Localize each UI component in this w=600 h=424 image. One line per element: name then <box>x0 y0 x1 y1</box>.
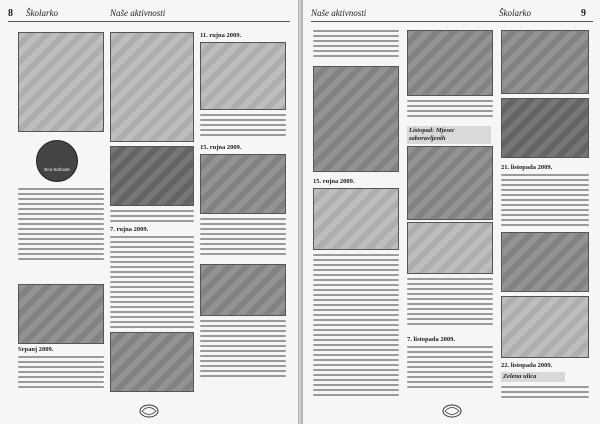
article-text-10 <box>407 100 493 120</box>
photo-display <box>407 222 493 274</box>
photo-exhibition <box>200 264 286 316</box>
article-text-7 <box>200 320 286 380</box>
header-section-left: Naše aktivnosti <box>110 8 166 18</box>
photo-students-desks <box>501 232 589 292</box>
photo-teacher-class <box>501 296 589 358</box>
photo-stone-arch <box>110 146 194 206</box>
article-text-1 <box>18 188 104 263</box>
article-text-11 <box>407 278 493 328</box>
page-number-left: 8 <box>8 8 13 19</box>
photo-students-outside <box>18 284 104 344</box>
date-label-1: 11. rujna 2009. <box>200 32 242 39</box>
photo-crafts <box>407 30 493 96</box>
headline-2: Zelena ulica <box>501 372 565 382</box>
header-title-right: Školarko <box>499 8 531 18</box>
article-text-3 <box>110 210 194 225</box>
article-text-14 <box>501 386 589 401</box>
header-rule-right <box>311 21 593 22</box>
article-text-12 <box>407 346 493 391</box>
header-title-left: Školarko <box>26 8 58 18</box>
headline-1: Listopad: Mjesec zaboravljenih <box>407 126 491 144</box>
photo-group-event <box>110 332 194 392</box>
photo-food-table <box>501 30 589 94</box>
date-label-5: 15. rujna 2009. <box>313 178 355 185</box>
article-text-8 <box>313 30 399 60</box>
header-rule <box>8 21 290 22</box>
photo-visitor <box>313 188 399 250</box>
page-number-right: 9 <box>581 8 586 19</box>
article-text-13 <box>501 174 589 229</box>
ornament-icon-right <box>441 404 463 418</box>
article-text-9 <box>313 254 399 399</box>
photo-outdoor-activity <box>501 98 589 158</box>
article-text-6 <box>200 218 286 258</box>
article-text-4 <box>110 236 194 331</box>
date-label-4: Srpanj 2009. <box>18 346 54 353</box>
eco-school-logo-text: Eco-Schools <box>44 167 70 172</box>
ornament-icon <box>138 404 160 418</box>
photo-students-hall <box>200 154 286 214</box>
header-section-right: Naše aktivnosti <box>311 8 367 18</box>
article-text-2 <box>18 356 104 391</box>
photo-children-hall <box>313 66 399 172</box>
eco-school-logo <box>36 140 78 182</box>
right-page <box>302 0 600 424</box>
photo-school-building <box>18 32 104 132</box>
photo-class-meeting <box>200 42 286 110</box>
date-label-7: 7. listopada 2009. <box>407 336 456 343</box>
photo-workshop <box>407 146 493 220</box>
date-label-6: 21. listopada 2009. <box>501 164 553 171</box>
date-label-8: 22. listopada 2009. <box>501 362 553 369</box>
date-label-2: 15. rujna 2009. <box>200 144 242 151</box>
date-label-3: 7. rujna 2009. <box>110 226 149 233</box>
photo-building-facade <box>110 32 194 142</box>
article-text-5 <box>200 114 286 139</box>
left-page <box>0 0 299 424</box>
